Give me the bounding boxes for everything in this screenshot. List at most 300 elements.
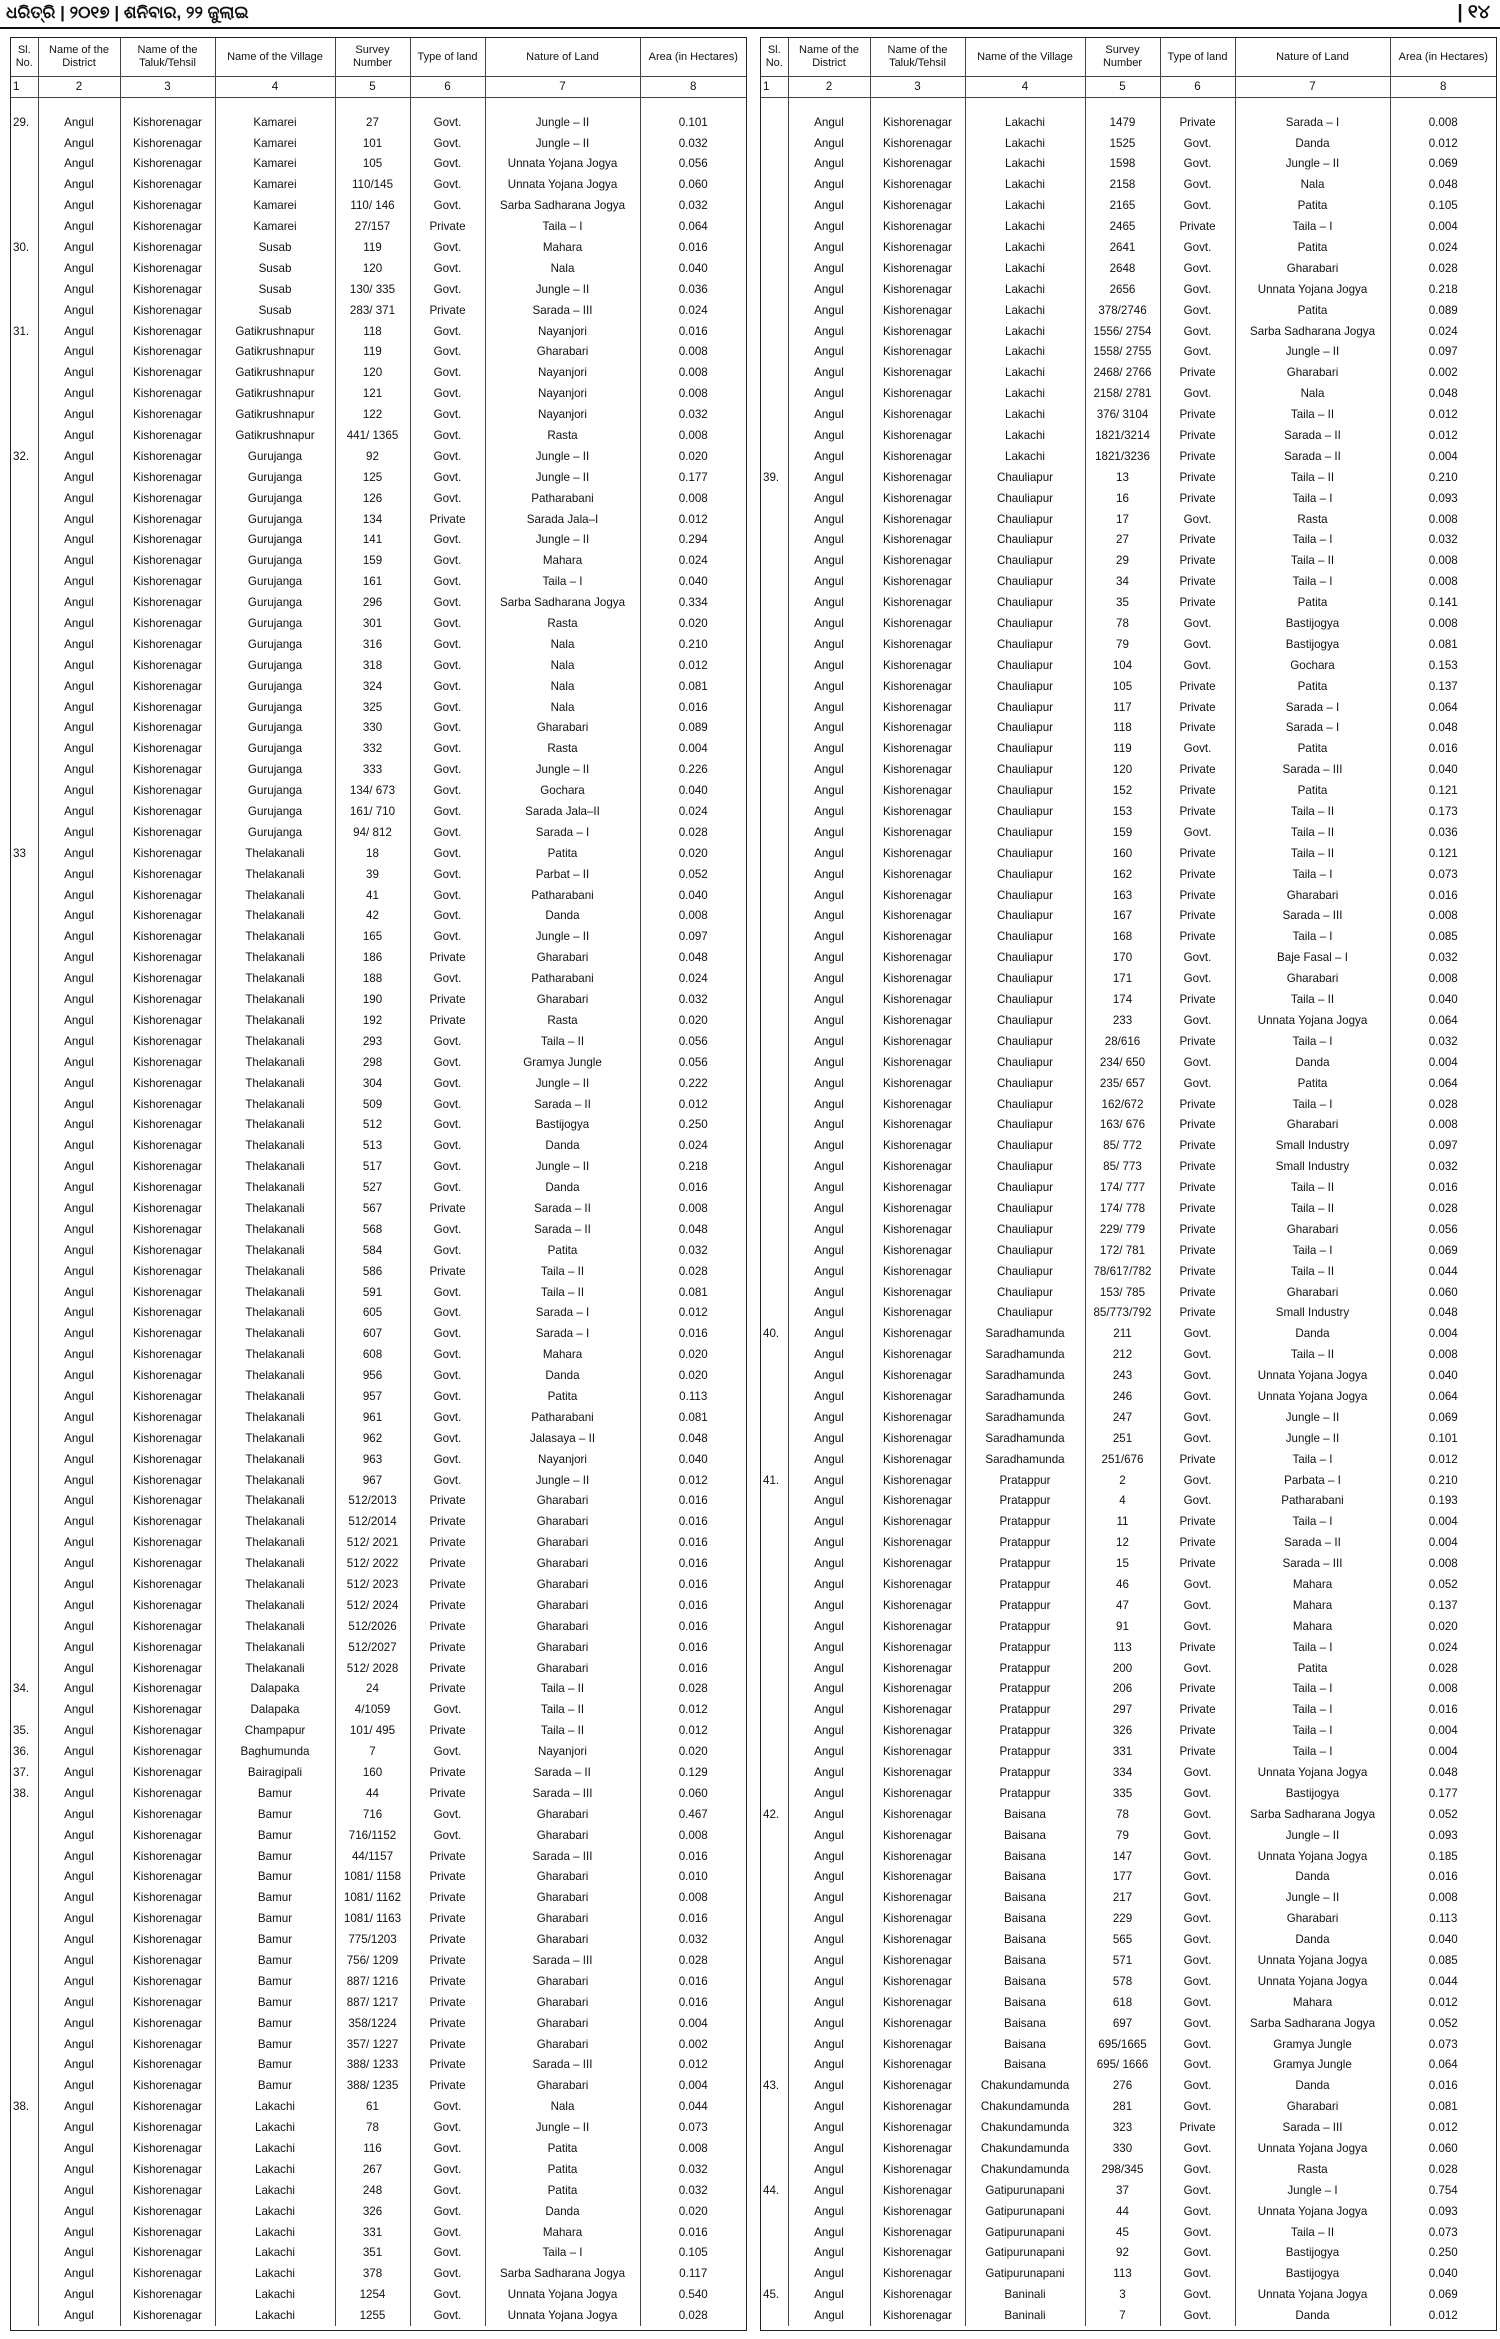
nature-of-land-cell: Gharabari xyxy=(485,2034,640,2055)
village-cell: Gatikrushnapur xyxy=(215,404,335,425)
type-of-land-cell: Private xyxy=(1160,572,1235,593)
taluk-cell: Kishorenagar xyxy=(120,1345,215,1366)
sl-no-cell xyxy=(11,2013,38,2034)
sl-no-cell xyxy=(761,1574,788,1595)
taluk-cell: Kishorenagar xyxy=(870,1282,965,1303)
village-cell: Gurujanga xyxy=(215,676,335,697)
type-of-land-cell: Private xyxy=(1160,1177,1235,1198)
type-of-land-cell: Private xyxy=(1160,1533,1235,1554)
type-of-land-cell: Govt. xyxy=(1160,2201,1235,2222)
area-cell: 0.020 xyxy=(678,1745,708,1759)
type-of-land-cell: Govt. xyxy=(1160,175,1235,196)
survey-number-cell: 335 xyxy=(1085,1783,1160,1804)
area-cell: 0.173 xyxy=(1428,805,1458,819)
table-row xyxy=(761,2264,1496,2285)
survey-number-cell: 188 xyxy=(335,969,410,990)
type-of-land-cell: Private xyxy=(410,2055,485,2076)
type-of-land-cell: Private xyxy=(1160,1512,1235,1533)
nature-of-land-cell: Danda xyxy=(1235,1324,1390,1345)
area-cell: 0.093 xyxy=(1428,2204,1458,2218)
nature-of-land-cell: Unnata Yojana Jogya xyxy=(485,2285,640,2306)
table-row xyxy=(11,1345,746,1366)
nature-of-land-cell: Sarada – III xyxy=(1235,760,1390,781)
sl-no-cell xyxy=(11,1700,38,1721)
table-row xyxy=(11,258,746,279)
type-of-land-cell: Private xyxy=(1160,488,1235,509)
type-of-land-cell: Private xyxy=(410,300,485,321)
sl-no-cell xyxy=(761,1929,788,1950)
village-cell: Lakachi xyxy=(965,279,1085,300)
nature-of-land-cell: Taila – II xyxy=(1235,551,1390,572)
nature-of-land-cell: Taila – II xyxy=(1235,1345,1390,1366)
sl-no-cell: 42. xyxy=(761,1804,788,1825)
type-of-land-cell: Private xyxy=(410,1783,485,1804)
taluk-cell: Kishorenagar xyxy=(870,425,965,446)
taluk-cell: Kishorenagar xyxy=(870,1031,965,1052)
district-cell: Angul xyxy=(38,1157,120,1178)
survey-number-cell: 101/ 495 xyxy=(335,1721,410,1742)
table-row xyxy=(761,1533,1496,1554)
village-cell: Pratappur xyxy=(965,1679,1085,1700)
nature-of-land-cell: Gharabari xyxy=(485,1491,640,1512)
survey-number-cell: 378 xyxy=(335,2264,410,2285)
district-cell: Angul xyxy=(38,279,120,300)
survey-number-cell: 162 xyxy=(1085,864,1160,885)
district-cell: Angul xyxy=(788,1867,870,1888)
taluk-cell: Kishorenagar xyxy=(870,592,965,613)
type-of-land-cell: Govt. xyxy=(410,1804,485,1825)
sl-no-cell xyxy=(11,1052,38,1073)
sl-no-cell xyxy=(761,1157,788,1178)
table-row xyxy=(761,1324,1496,1345)
page-header xyxy=(0,0,1500,28)
area-cell: 0.137 xyxy=(1428,679,1458,693)
type-of-land-cell: Govt. xyxy=(410,2264,485,2285)
area-cell: 0.040 xyxy=(1428,2267,1458,2281)
area-cell: 0.016 xyxy=(678,324,708,338)
district-cell: Angul xyxy=(38,718,120,739)
village-cell: Gatikrushnapur xyxy=(215,342,335,363)
nature-of-land-cell: Patita xyxy=(1235,781,1390,802)
type-of-land-cell: Govt. xyxy=(410,927,485,948)
district-cell: Angul xyxy=(38,1929,120,1950)
survey-number-cell: 243 xyxy=(1085,1365,1160,1386)
type-of-land-cell: Private xyxy=(1160,906,1235,927)
village-cell: Baisana xyxy=(965,1888,1085,1909)
taluk-cell: Kishorenagar xyxy=(120,822,215,843)
area-cell: 0.016 xyxy=(1428,1703,1458,1717)
taluk-cell: Kishorenagar xyxy=(870,1637,965,1658)
table-row xyxy=(761,384,1496,405)
area-cell: 0.048 xyxy=(1428,387,1458,401)
area-cell: 0.016 xyxy=(678,1619,708,1633)
survey-number-cell: 378/2746 xyxy=(1085,300,1160,321)
sl-no-cell xyxy=(761,1971,788,1992)
nature-of-land-cell: Unnata Yojana Jogya xyxy=(1235,1365,1390,1386)
nature-of-land-cell: Danda xyxy=(485,2201,640,2222)
district-cell: Angul xyxy=(788,1741,870,1762)
district-cell: Angul xyxy=(38,363,120,384)
table-row xyxy=(11,1407,746,1428)
taluk-cell: Kishorenagar xyxy=(870,760,965,781)
village-cell: Chauliapur xyxy=(965,1157,1085,1178)
table-row xyxy=(11,1010,746,1031)
village-cell: Thelakanali xyxy=(215,906,335,927)
type-of-land-cell: Private xyxy=(1160,1637,1235,1658)
sl-no-cell xyxy=(761,404,788,425)
area-cell: 0.048 xyxy=(678,951,708,965)
survey-number-cell: 513 xyxy=(335,1136,410,1157)
sl-no-cell xyxy=(11,2306,38,2327)
sl-no-cell xyxy=(11,676,38,697)
area-cell: 0.540 xyxy=(678,2288,708,2302)
village-cell: Chauliapur xyxy=(965,1303,1085,1324)
taluk-cell: Kishorenagar xyxy=(120,1867,215,1888)
district-cell: Angul xyxy=(38,1804,120,1825)
taluk-cell: Kishorenagar xyxy=(870,1595,965,1616)
district-cell: Angul xyxy=(788,572,870,593)
survey-number-cell: 887/ 1217 xyxy=(335,1992,410,2013)
table-row xyxy=(11,885,746,906)
sl-no-cell xyxy=(11,1177,38,1198)
village-cell: Chakundamunda xyxy=(965,2076,1085,2097)
nature-of-land-cell: Patita xyxy=(1235,1658,1390,1679)
type-of-land-cell: Private xyxy=(1160,1261,1235,1282)
district-cell: Angul xyxy=(788,1909,870,1930)
nature-of-land-cell: Taila – II xyxy=(485,1700,640,1721)
type-of-land-cell: Govt. xyxy=(1160,2097,1235,2118)
nature-of-land-cell: Sarada Jala–II xyxy=(485,801,640,822)
type-of-land-cell: Govt. xyxy=(410,446,485,467)
village-cell: Gatikrushnapur xyxy=(215,425,335,446)
type-of-land-cell: Govt. xyxy=(1160,1846,1235,1867)
district-cell: Angul xyxy=(788,718,870,739)
sl-no-cell xyxy=(761,1094,788,1115)
area-cell: 0.069 xyxy=(1428,1243,1458,1257)
district-cell: Angul xyxy=(38,1679,120,1700)
district-cell: Angul xyxy=(38,237,120,258)
table-row xyxy=(11,1449,746,1470)
type-of-land-cell: Govt. xyxy=(1160,2034,1235,2055)
nature-of-land-cell: Parbata – I xyxy=(1235,1470,1390,1491)
district-cell: Angul xyxy=(788,425,870,446)
type-of-land-cell: Govt. xyxy=(410,655,485,676)
table-row xyxy=(761,1553,1496,1574)
type-of-land-cell: Govt. xyxy=(410,1449,485,1470)
survey-number-cell: 297 xyxy=(1085,1700,1160,1721)
district-cell: Angul xyxy=(38,1094,120,1115)
table-row xyxy=(11,384,746,405)
district-cell: Angul xyxy=(788,1240,870,1261)
area-cell: 0.028 xyxy=(1428,2162,1458,2176)
type-of-land-cell: Govt. xyxy=(1160,1345,1235,1366)
sl-no-cell xyxy=(11,1637,38,1658)
area-cell: 0.028 xyxy=(678,2309,708,2323)
survey-number-cell: 118 xyxy=(1085,718,1160,739)
survey-number-cell: 512/2013 xyxy=(335,1491,410,1512)
nature-of-land-cell: Rasta xyxy=(485,425,640,446)
nature-of-land-cell: Taila – I xyxy=(485,572,640,593)
district-cell: Angul xyxy=(788,1762,870,1783)
type-of-land-cell: Private xyxy=(1160,404,1235,425)
district-cell: Angul xyxy=(788,300,870,321)
district-cell: Angul xyxy=(788,1177,870,1198)
village-cell: Susab xyxy=(215,300,335,321)
taluk-cell: Kishorenagar xyxy=(870,530,965,551)
table-row xyxy=(761,467,1496,488)
nature-of-land-cell: Bastijogya xyxy=(485,1115,640,1136)
taluk-cell: Kishorenagar xyxy=(870,154,965,175)
survey-number-cell: 4 xyxy=(1085,1491,1160,1512)
village-cell: Thelakanali xyxy=(215,1386,335,1407)
header-area: Area (in Hectares) xyxy=(1390,38,1496,77)
area-cell: 0.008 xyxy=(1428,1682,1458,1696)
area-cell: 0.008 xyxy=(678,1891,708,1905)
sl-no-cell xyxy=(761,154,788,175)
taluk-cell: Kishorenagar xyxy=(120,1700,215,1721)
survey-number-cell: 326 xyxy=(335,2201,410,2222)
area-cell: 0.002 xyxy=(1428,366,1458,380)
sl-no-cell xyxy=(761,1595,788,1616)
village-cell: Pratappur xyxy=(965,1553,1085,1574)
type-of-land-cell: Govt. xyxy=(410,1177,485,1198)
area-cell: 0.040 xyxy=(678,784,708,798)
village-cell: Chauliapur xyxy=(965,801,1085,822)
table-row xyxy=(11,1136,746,1157)
type-of-land-cell: Govt. xyxy=(1160,2306,1235,2327)
area-cell: 0.032 xyxy=(678,408,708,422)
district-cell: Angul xyxy=(38,1721,120,1742)
survey-number-cell: 37 xyxy=(1085,2180,1160,2201)
district-cell: Angul xyxy=(788,592,870,613)
nature-of-land-cell: Taila – II xyxy=(1235,2222,1390,2243)
area-cell: 0.754 xyxy=(1428,2183,1458,2197)
header-village: Name of the Village xyxy=(965,38,1085,77)
nature-of-land-cell: Nayanjori xyxy=(485,384,640,405)
sl-no-cell xyxy=(761,1992,788,2013)
survey-number-cell: 167 xyxy=(1085,906,1160,927)
survey-number-cell: 190 xyxy=(335,989,410,1010)
sl-no-cell xyxy=(11,1992,38,2013)
village-cell: Chauliapur xyxy=(965,634,1085,655)
village-cell: Chauliapur xyxy=(965,739,1085,760)
table-row xyxy=(761,1825,1496,1846)
sl-no-cell xyxy=(11,1470,38,1491)
survey-number-cell: 113 xyxy=(1085,1637,1160,1658)
type-of-land-cell: Private xyxy=(410,1762,485,1783)
sl-no-cell: 34. xyxy=(11,1679,38,1700)
type-of-land-cell: Govt. xyxy=(410,1345,485,1366)
survey-number-cell: 756/ 1209 xyxy=(335,1950,410,1971)
type-of-land-cell: Private xyxy=(1160,801,1235,822)
survey-number-cell: 512/2014 xyxy=(335,1512,410,1533)
nature-of-land-cell: Sarada – I xyxy=(1235,718,1390,739)
area-cell: 0.137 xyxy=(1428,1598,1458,1612)
village-cell: Gurujanga xyxy=(215,572,335,593)
taluk-cell: Kishorenagar xyxy=(870,1553,965,1574)
type-of-land-cell: Private xyxy=(410,1512,485,1533)
area-cell: 0.064 xyxy=(1428,1076,1458,1090)
sl-no-cell xyxy=(11,1658,38,1679)
taluk-cell: Kishorenagar xyxy=(870,2138,965,2159)
nature-of-land-cell: Danda xyxy=(1235,2076,1390,2097)
district-cell: Angul xyxy=(788,112,870,133)
type-of-land-cell: Private xyxy=(410,2034,485,2055)
sl-no-cell xyxy=(761,342,788,363)
sl-no-cell xyxy=(761,1449,788,1470)
district-cell: Angul xyxy=(38,321,120,342)
nature-of-land-cell: Mahara xyxy=(1235,1574,1390,1595)
sl-no-cell xyxy=(761,1658,788,1679)
column-header-row xyxy=(11,38,746,77)
village-cell: Bairagipali xyxy=(215,1762,335,1783)
type-of-land-cell: Govt. xyxy=(410,1407,485,1428)
survey-number-cell: 608 xyxy=(335,1345,410,1366)
nature-of-land-cell: Taila – I xyxy=(1235,1741,1390,1762)
nature-of-land-cell: Patita xyxy=(485,1386,640,1407)
type-of-land-cell: Govt. xyxy=(410,2159,485,2180)
type-of-land-cell: Private xyxy=(410,1971,485,1992)
sl-no-cell xyxy=(761,1177,788,1198)
nature-of-land-cell: Rasta xyxy=(1235,509,1390,530)
taluk-cell: Kishorenagar xyxy=(120,1094,215,1115)
table-row xyxy=(761,279,1496,300)
sl-no-cell xyxy=(11,1867,38,1888)
village-cell: Saradhamunda xyxy=(965,1407,1085,1428)
type-of-land-cell: Private xyxy=(410,1846,485,1867)
taluk-cell: Kishorenagar xyxy=(870,1971,965,1992)
column-number: 7 xyxy=(1235,77,1390,98)
nature-of-land-cell: Unnata Yojana Jogya xyxy=(1235,279,1390,300)
table-row xyxy=(761,781,1496,802)
sl-no-cell xyxy=(11,2243,38,2264)
land-table-left xyxy=(11,38,746,2326)
village-cell: Kamarei xyxy=(215,175,335,196)
nature-of-land-cell: Sarba Sadharana Jogya xyxy=(485,592,640,613)
nature-of-land-cell: Gharabari xyxy=(1235,258,1390,279)
table-row xyxy=(11,989,746,1010)
district-cell: Angul xyxy=(38,1491,120,1512)
sl-no-cell xyxy=(761,2097,788,2118)
survey-number-cell: 206 xyxy=(1085,1679,1160,1700)
taluk-cell: Kishorenagar xyxy=(870,1449,965,1470)
nature-of-land-cell: Jungle – II xyxy=(485,467,640,488)
district-cell: Angul xyxy=(38,843,120,864)
district-cell: Angul xyxy=(38,801,120,822)
sl-no-cell xyxy=(761,801,788,822)
area-cell: 0.008 xyxy=(678,345,708,359)
type-of-land-cell: Govt. xyxy=(410,885,485,906)
taluk-cell: Kishorenagar xyxy=(870,1073,965,1094)
column-number: 4 xyxy=(215,77,335,98)
type-of-land-cell: Govt. xyxy=(410,551,485,572)
taluk-cell: Kishorenagar xyxy=(120,1386,215,1407)
type-of-land-cell: Govt. xyxy=(1160,1888,1235,1909)
area-cell: 0.153 xyxy=(1428,658,1458,672)
sl-no-cell xyxy=(761,1491,788,1512)
village-cell: Saradhamunda xyxy=(965,1386,1085,1407)
nature-of-land-cell: Nala xyxy=(485,258,640,279)
type-of-land-cell: Govt. xyxy=(410,2097,485,2118)
nature-of-land-cell: Taila – I xyxy=(1235,1512,1390,1533)
area-cell: 0.016 xyxy=(678,1995,708,2009)
table-row xyxy=(761,2138,1496,2159)
sl-no-cell xyxy=(761,363,788,384)
survey-number-cell: 15 xyxy=(1085,1553,1160,1574)
table-row xyxy=(761,1157,1496,1178)
sl-no-cell xyxy=(761,279,788,300)
district-cell: Angul xyxy=(38,697,120,718)
village-cell: Thelakanali xyxy=(215,885,335,906)
district-cell: Angul xyxy=(38,948,120,969)
survey-number-cell: 1821/3214 xyxy=(1085,425,1160,446)
survey-number-cell: 119 xyxy=(335,237,410,258)
taluk-cell: Kishorenagar xyxy=(120,1324,215,1345)
area-cell: 0.020 xyxy=(678,846,708,860)
survey-number-cell: 200 xyxy=(1085,1658,1160,1679)
table-row xyxy=(761,927,1496,948)
header-district: Name of the District xyxy=(788,38,870,77)
area-cell: 0.129 xyxy=(678,1766,708,1779)
table-row xyxy=(761,321,1496,342)
sl-no-cell xyxy=(11,1386,38,1407)
village-cell: Kamarei xyxy=(215,216,335,237)
sl-no-cell xyxy=(11,655,38,676)
type-of-land-cell: Private xyxy=(410,1533,485,1554)
nature-of-land-cell: Sarada Jala–I xyxy=(485,509,640,530)
sl-no-cell xyxy=(11,133,38,154)
table-row xyxy=(761,2201,1496,2222)
survey-number-cell: 3 xyxy=(1085,2285,1160,2306)
table-row xyxy=(761,509,1496,530)
type-of-land-cell: Govt. xyxy=(410,1825,485,1846)
village-cell: Pratappur xyxy=(965,1616,1085,1637)
district-cell: Angul xyxy=(788,363,870,384)
sl-no-cell xyxy=(11,906,38,927)
table-row xyxy=(11,927,746,948)
village-cell: Thelakanali xyxy=(215,1240,335,1261)
type-of-land-cell: Govt. xyxy=(410,279,485,300)
village-cell: Baninali xyxy=(965,2285,1085,2306)
village-cell: Chauliapur xyxy=(965,613,1085,634)
survey-number-cell: 27/157 xyxy=(335,216,410,237)
district-cell: Angul xyxy=(38,258,120,279)
district-cell: Angul xyxy=(38,989,120,1010)
sl-no-cell xyxy=(761,613,788,634)
nature-of-land-cell: Sarada – II xyxy=(485,1762,640,1783)
nature-of-land-cell: Patharabani xyxy=(485,488,640,509)
area-cell: 0.081 xyxy=(678,1410,708,1424)
survey-number-cell: 323 xyxy=(1085,2118,1160,2139)
area-cell: 0.024 xyxy=(678,972,708,986)
district-cell: Angul xyxy=(788,384,870,405)
type-of-land-cell: Govt. xyxy=(410,697,485,718)
type-of-land-cell: Private xyxy=(410,2013,485,2034)
taluk-cell: Kishorenagar xyxy=(120,1115,215,1136)
survey-number-cell: 357/ 1227 xyxy=(335,2034,410,2055)
village-cell: Lakachi xyxy=(215,2243,335,2264)
nature-of-land-cell: Danda xyxy=(485,1177,640,1198)
survey-number-cell: 174/ 778 xyxy=(1085,1198,1160,1219)
table-row xyxy=(761,634,1496,655)
taluk-cell: Kishorenagar xyxy=(120,1491,215,1512)
area-cell: 0.073 xyxy=(1428,867,1458,881)
sl-no-cell xyxy=(761,864,788,885)
type-of-land-cell: Govt. xyxy=(410,1741,485,1762)
district-cell: Angul xyxy=(38,613,120,634)
village-cell: Thelakanali xyxy=(215,1553,335,1574)
sl-no-cell xyxy=(761,1240,788,1261)
